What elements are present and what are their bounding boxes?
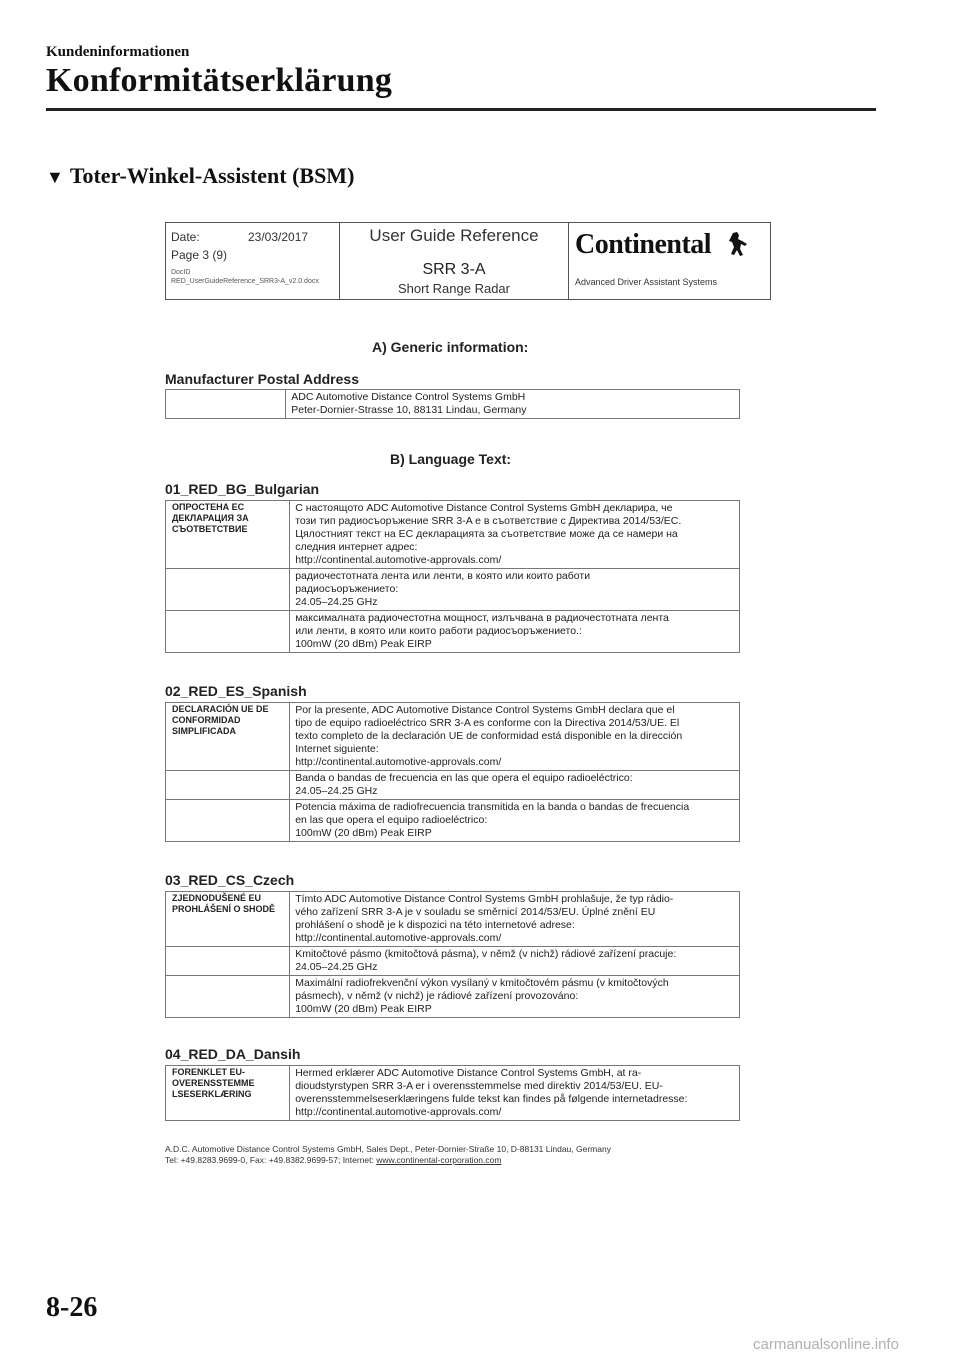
text-line: 24.05–24.25 GHz bbox=[295, 785, 378, 797]
declaration-text bbox=[290, 703, 740, 771]
product-name: SRR 3-A bbox=[422, 261, 486, 278]
table-row bbox=[166, 1066, 740, 1121]
language-title-cs: 03_RED_CS_Czech bbox=[165, 872, 295, 888]
date-label: Date: bbox=[171, 230, 200, 244]
text-line: tipo de equipo radioeléctrico SRR 3-A es conforme con la Directiva 2014/53/UE. El bbox=[295, 717, 680, 729]
manufacturer-address bbox=[286, 390, 740, 419]
language-title-da: 04_RED_DA_Dansih bbox=[165, 1046, 301, 1062]
text-line: Hermed erklærer ADC Automotive Distance Control Systems GmbH, at ra- bbox=[295, 1067, 642, 1079]
generic-info-title: A) Generic information: bbox=[372, 339, 529, 355]
language-title-es: 02_RED_ES_Spanish bbox=[165, 683, 307, 699]
text-line: http://continental.automotive-approvals.com/ bbox=[295, 756, 502, 768]
page-title: Konformitätserklärung bbox=[46, 62, 393, 99]
text-line: Potencia máxima de radiofrecuencia transmitida en la banda o bandas de frecuencia bbox=[295, 801, 690, 813]
watermark: carmanualsonline.info bbox=[753, 1336, 899, 1353]
text-line: Tímto ADC Automotive Distance Control Systems GmbH prohlašuje, že typ rádio- bbox=[295, 893, 674, 905]
text-line: 100mW (20 dBm) Peak EIRP bbox=[295, 1003, 432, 1015]
language-title-bg: 01_RED_BG_Bulgarian bbox=[165, 481, 320, 497]
table-cell-empty bbox=[166, 800, 290, 842]
title-divider bbox=[46, 108, 876, 111]
footer-contact bbox=[165, 1155, 611, 1166]
address-line: ADC Automotive Distance Control Systems GmbH bbox=[291, 391, 526, 403]
page-number: 8-26 bbox=[46, 1292, 98, 1323]
section-heading-text: Toter-Winkel-Assistent (BSM) bbox=[69, 163, 355, 188]
power-text bbox=[290, 611, 740, 653]
doc-id-value: RED_UserGuideReference_SRR3-A_v2.0.docx bbox=[171, 278, 319, 285]
text-line: vého zařízení SRR 3-A je v souladu se směrnicí 2014/53/EU. Úplné znění EU bbox=[295, 906, 656, 918]
language-text-title: B) Language Text: bbox=[390, 451, 512, 467]
language-table-cs bbox=[165, 891, 740, 1018]
table-cell-empty bbox=[166, 947, 290, 976]
text-line: http://continental.automotive-approvals.com/ bbox=[295, 932, 502, 944]
declaration-text bbox=[290, 501, 740, 569]
text-line: максималната радиочестотна мощност, излъчвана в радиочестотната лента bbox=[295, 612, 669, 624]
text-line: Internet siguiente: bbox=[295, 743, 379, 755]
table-row bbox=[166, 947, 740, 976]
text-line: 24.05–24.25 GHz bbox=[295, 961, 378, 973]
declaration-label: ОПРОСТЕНА ЕС ДЕКЛАРАЦИЯ ЗА СЪОТВЕТСТВИЕ bbox=[166, 501, 290, 569]
document-reference-cell bbox=[340, 223, 569, 299]
continental-logo: Continental bbox=[575, 229, 712, 260]
doc-id bbox=[171, 268, 319, 286]
manufacturer-heading: Manufacturer Postal Address bbox=[165, 371, 359, 387]
table-cell-empty bbox=[166, 569, 290, 611]
table-row bbox=[166, 800, 740, 842]
text-line: pásmech), v němž (v nichž) je rádiové zařízení provozováno: bbox=[295, 990, 579, 1002]
declaration-label: FORENKLET EU-OVERENSSTEMME LSESERKLÆRING bbox=[166, 1066, 290, 1121]
declaration-text bbox=[290, 892, 740, 947]
table-row bbox=[166, 611, 740, 653]
text-line: http://continental.automotive-approvals.com/ bbox=[295, 554, 502, 566]
language-table-es bbox=[165, 702, 740, 842]
table-row bbox=[166, 976, 740, 1018]
page-indicator: Page 3 (9) bbox=[171, 248, 228, 262]
text-line: prohlášení o shodě je k dispozici na této internetové adrese: bbox=[295, 919, 575, 931]
table-cell-empty bbox=[166, 976, 290, 1018]
document-header bbox=[165, 222, 771, 300]
frequency-text bbox=[290, 947, 740, 976]
language-table-da bbox=[165, 1065, 740, 1121]
horse-logo-icon bbox=[727, 231, 749, 257]
text-line: или ленти, в която или които работи радиосъоръжението.: bbox=[295, 625, 582, 637]
brand-subtitle: Advanced Driver Assistant Systems bbox=[575, 277, 718, 287]
table-row bbox=[166, 892, 740, 947]
text-line: overensstemmelseserklæringens fulde tekst kan findes på følgende internetadresse: bbox=[295, 1093, 688, 1105]
table-cell-empty bbox=[166, 390, 286, 419]
footer-address: A.D.C. Automotive Distance Control Systems GmbH, Sales Dept., Peter-Dornier-Straße 10, D-88131 Lindau, Germany bbox=[165, 1144, 611, 1154]
declaration-label: DECLARACIÓN UE DE CONFORMIDAD SIMPLIFICADA bbox=[166, 703, 290, 771]
text-line: този тип радиосъоръжение SRR 3-A е в съответствие с Директива 2014/53/ЕС. bbox=[295, 515, 682, 527]
table-cell-empty bbox=[166, 771, 290, 800]
text-line: 24.05–24.25 GHz bbox=[295, 596, 378, 608]
text-line: следния интернет адрес: bbox=[295, 541, 418, 553]
table-row bbox=[166, 501, 740, 569]
document-meta-cell bbox=[166, 223, 340, 299]
address-line: Peter-Dornier-Strasse 10, 88131 Lindau, Germany bbox=[291, 404, 527, 416]
document-footer bbox=[165, 1144, 611, 1166]
language-table-bg bbox=[165, 500, 740, 653]
text-line: http://continental.automotive-approvals.com/ bbox=[295, 1106, 502, 1118]
reference-title: User Guide Reference bbox=[369, 226, 539, 245]
date-value: 23/03/2017 bbox=[248, 230, 309, 244]
text-line: 100mW (20 dBm) Peak EIRP bbox=[295, 638, 432, 650]
website-link[interactable]: www.continental-corporation.com bbox=[376, 1155, 502, 1165]
section-heading bbox=[46, 163, 354, 189]
product-subtitle: Short Range Radar bbox=[397, 281, 510, 296]
text-line: en las que opera el equipo radioeléctrico: bbox=[295, 814, 488, 826]
power-text bbox=[290, 976, 740, 1018]
power-text bbox=[290, 800, 740, 842]
doc-id-label: DocID bbox=[171, 269, 191, 276]
frequency-text bbox=[290, 569, 740, 611]
text-line: 100mW (20 dBm) Peak EIRP bbox=[295, 827, 432, 839]
manufacturer-table bbox=[165, 389, 740, 419]
table-row bbox=[166, 703, 740, 771]
text-line: Цялостният текст на ЕС декларацията за съответствие може да се намери на bbox=[295, 528, 678, 540]
footer-contact-text: Tel: +49.8283.9699-0, Fax: +49.8382.9699-57; Internet: bbox=[165, 1155, 377, 1165]
chapter-label: Kundeninformationen bbox=[46, 44, 190, 60]
text-line: радиочестотната лента или ленти, в която или които работи bbox=[295, 570, 591, 582]
text-line: С настоящото ADC Automotive Distance Control Systems GmbH декларира, че bbox=[295, 502, 673, 514]
table-cell-empty bbox=[166, 611, 290, 653]
brand-cell bbox=[569, 223, 770, 299]
text-line: Banda o bandas de frecuencia en las que opera el equipo radioeléctrico: bbox=[295, 772, 633, 784]
text-line: Maximální radiofrekvenční výkon vysílaný v kmitočtovém pásmu (v kmitočtových bbox=[295, 977, 669, 989]
text-line: texto completo de la declaración UE de conformidad está disponible en la dirección bbox=[295, 730, 683, 742]
declaration-label: ZJEDNODUŠENÉ EU PROHLÁŠENÍ O SHODĚ bbox=[166, 892, 290, 947]
text-line: радиосъоръжението: bbox=[295, 583, 399, 595]
text-line: Por la presente, ADC Automotive Distance Control Systems GmbH declara que el bbox=[295, 704, 675, 716]
table-row bbox=[166, 569, 740, 611]
table-row bbox=[166, 390, 740, 419]
text-line: Kmitočtové pásmo (kmitočtová pásma), v němž (v nichž) rádiové zařízení pracuje: bbox=[295, 948, 677, 960]
triangle-marker-icon: ▼ bbox=[46, 167, 64, 187]
frequency-text bbox=[290, 771, 740, 800]
declaration-document bbox=[165, 222, 771, 300]
table-row bbox=[166, 771, 740, 800]
text-line: dioudstyrstypen SRR 3-A er i overensstemmelse med direktiv 2014/53/EU. EU- bbox=[295, 1080, 663, 1092]
declaration-text bbox=[290, 1066, 740, 1121]
